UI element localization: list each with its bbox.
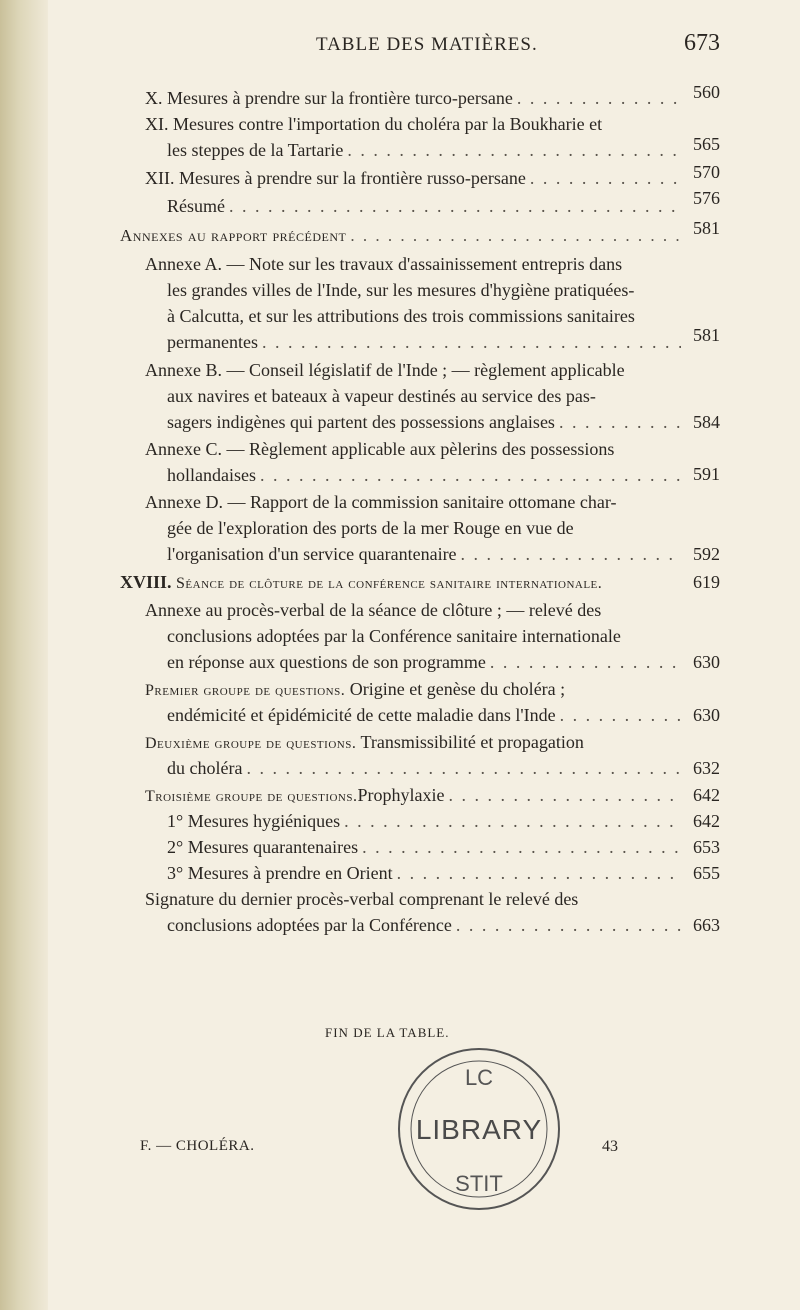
toc-entry-lead: Troisième groupe de questions. xyxy=(145,788,358,805)
toc-entry-lead: Premier groupe de questions. xyxy=(145,682,346,699)
toc-entry-text: conclusions adoptées par la Conférence sanitaire internationale xyxy=(167,626,621,646)
toc-page-number: 632 xyxy=(693,758,720,778)
dot-leader xyxy=(344,808,681,834)
end-of-table-label: FIN DE LA TABLE. xyxy=(325,1025,450,1040)
stamp-word: LIBRARY xyxy=(415,1114,543,1145)
toc-page-number: 591 xyxy=(693,464,720,484)
toc-page-number: 630 xyxy=(693,705,720,725)
toc-entry-text: permanentes xyxy=(167,332,258,352)
toc-entry-text: Résumé xyxy=(167,196,225,216)
stamp-bottom-letters: STIT xyxy=(455,1171,503,1196)
dot-leader xyxy=(347,137,681,163)
dot-leader xyxy=(260,462,681,488)
page-edge xyxy=(0,0,48,1310)
toc-page-number: 592 xyxy=(693,544,720,564)
toc-entry-text: 1° Mesures hygiéniques xyxy=(167,811,341,831)
toc-page-number: 653 xyxy=(693,837,720,857)
toc-page-number: 663 xyxy=(693,915,720,935)
toc-page-number: 565 xyxy=(693,134,720,154)
toc-entry-text: endémicité et épidémicité de cette maladie dans l'Inde xyxy=(167,705,556,725)
dot-leader xyxy=(229,193,681,219)
toc-entry-text: Signature du dernier procès-verbal comprenant le relevé des xyxy=(145,889,579,909)
toc-entry-text: en réponse aux questions de son programme xyxy=(167,652,486,672)
toc-entry-text: Annexe C. — Règlement applicable aux pèlerins des possessions xyxy=(145,439,615,459)
dot-leader xyxy=(517,85,681,111)
toc-entry-text: Transmissibilité et propagation xyxy=(356,732,584,752)
running-head-page-number: 673 xyxy=(684,30,720,56)
toc-entry-text: l'organisation d'un service quarantenaire xyxy=(167,544,457,564)
dot-leader xyxy=(490,649,681,675)
toc-entry-text: sagers indigènes qui partent des possessions anglaises xyxy=(167,412,555,432)
toc-entry-text: X. Mesures à prendre sur la frontière turco-persane xyxy=(145,88,513,108)
toc-entry-text: Séance de clôture de la conférence sanitaire internationale. xyxy=(176,575,603,592)
toc-entry-text: gée de l'exploration des ports de la mer Rouge en vue de xyxy=(167,518,574,538)
toc-entry-text: aux navires et bateaux à vapeur destinés au service des pas- xyxy=(167,386,596,406)
toc-entry-text: les grandes villes de l'Inde, sur les mesures d'hygiène pratiquées- xyxy=(167,280,635,300)
toc-entry-text: Origine et genèse du choléra ; xyxy=(345,679,566,699)
toc-page-number: 642 xyxy=(693,785,720,805)
toc-page-number: 584 xyxy=(693,412,720,432)
dot-leader xyxy=(246,755,681,781)
sheet-number: 43 xyxy=(602,1138,618,1155)
toc-entry-text: du choléra xyxy=(167,758,243,778)
toc-entry-text: 3° Mesures à prendre en Orient xyxy=(167,863,393,883)
dot-leader xyxy=(262,329,681,355)
toc-entry-text: les steppes de la Tartarie xyxy=(167,140,344,160)
signature-mark: F. — CHOLÉRA. xyxy=(140,1138,255,1154)
toc-page-number: 570 xyxy=(693,162,720,182)
stamp-top-letters: LC xyxy=(464,1065,494,1090)
toc-page-number: 642 xyxy=(693,811,720,831)
toc-entry-text: Annexe A. — Note sur les travaux d'assainissement entrepris dans xyxy=(145,254,623,274)
toc-page-number: 560 xyxy=(693,82,720,102)
dot-leader xyxy=(397,860,681,886)
toc-entry-text: Annexe au procès-verbal de la séance de clôture ; — relevé des xyxy=(145,600,602,620)
dot-leader xyxy=(559,409,681,435)
toc-entry-text: 2° Mesures quarantenaires xyxy=(167,837,359,857)
toc-page-number: 630 xyxy=(693,652,720,672)
toc-entry-text: Annexe D. — Rapport de la commission sanitaire ottomane char- xyxy=(145,492,617,512)
toc-page-number: 581 xyxy=(693,325,720,345)
dot-leader xyxy=(461,541,681,567)
dot-leader xyxy=(362,834,681,860)
running-head xyxy=(0,30,800,60)
toc-entry-text: XI. Mesures contre l'importation du choléra par la Boukharie et xyxy=(145,114,603,134)
toc-page-number: 581 xyxy=(693,218,720,238)
toc-entry-text: Annexes au rapport précédent xyxy=(120,226,347,245)
library-stamp xyxy=(395,1045,563,1213)
dot-leader xyxy=(530,165,681,191)
chapter-numeral: XVIII. xyxy=(120,572,172,592)
toc-page-number: 655 xyxy=(693,863,720,883)
dot-leader xyxy=(350,223,681,249)
toc-page-number: 576 xyxy=(693,188,720,208)
toc-entry-lead: Deuxième groupe de questions. xyxy=(145,735,357,752)
toc-entry-text: XII. Mesures à prendre sur la frontière russo-persane xyxy=(145,168,526,188)
toc-entry-text: Annexe B. — Conseil législatif de l'Inde ; — règlement applicable xyxy=(145,360,625,380)
toc-page-number: 619 xyxy=(693,572,720,592)
running-head-title: TABLE DES MATIÈRES. xyxy=(316,34,538,55)
dot-leader xyxy=(560,702,681,728)
dot-leader xyxy=(456,912,681,938)
toc-entry-text: Prophylaxie xyxy=(357,785,445,805)
toc-entry-text: à Calcutta, et sur les attributions des trois commissions sanitaires xyxy=(167,306,635,326)
toc-entry-text: conclusions adoptées par la Conférence xyxy=(167,915,452,935)
toc-entry-text: hollandaises xyxy=(167,465,256,485)
dot-leader xyxy=(449,782,682,808)
